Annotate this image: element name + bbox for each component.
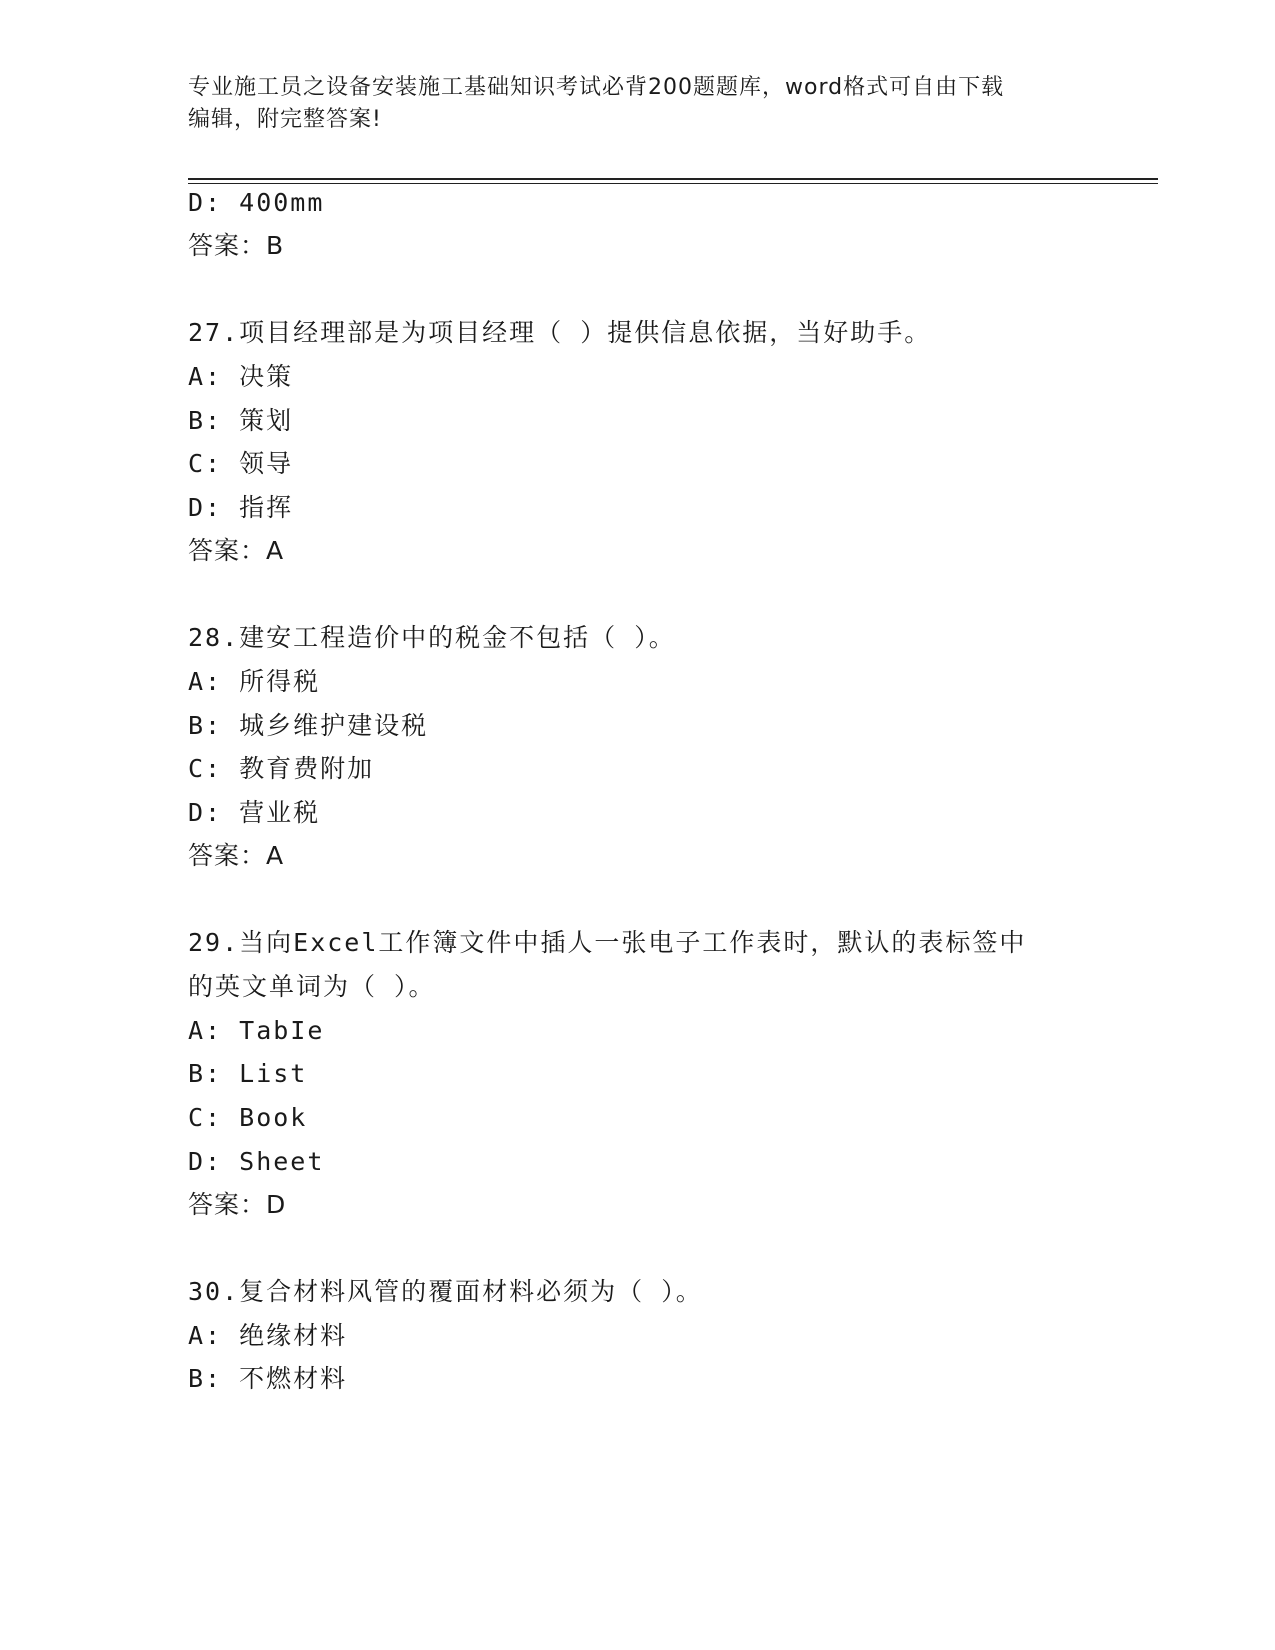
question-28-option-d: D: 营业税 xyxy=(188,798,321,827)
question-29-option-d: D: Sheet xyxy=(188,1147,325,1176)
question-27-option-a: A: 决策 xyxy=(188,362,294,391)
header-divider-thin xyxy=(188,183,1158,184)
question-29-stem-line-2: 的英文单词为（ ）。 xyxy=(188,972,436,1001)
question-28-option-c: C: 教育费附加 xyxy=(188,754,375,783)
question-27-stem: 27.项目经理部是为项目经理（ ）提供信息依据，当好助手。 xyxy=(188,318,932,347)
question-28-option-a: A: 所得税 xyxy=(188,667,321,696)
header-line-2: 编辑，附完整答案! xyxy=(188,107,382,132)
question-29-answer: 答案：D xyxy=(188,1190,287,1219)
question-28-stem: 28.建安工程造价中的税金不包括（ ）。 xyxy=(188,623,676,652)
question-30-option-a: A: 绝缘材料 xyxy=(188,1321,348,1350)
question-28-option-b: B: 城乡维护建设税 xyxy=(188,711,429,740)
question-29-option-b: B: List xyxy=(188,1059,308,1088)
question-30-stem: 30.复合材料风管的覆面材料必须为（ ）。 xyxy=(188,1277,703,1306)
question-30-option-b: B: 不燃材料 xyxy=(188,1364,348,1393)
question-28-answer: 答案：A xyxy=(188,841,285,870)
question-29-option-c: C: Book xyxy=(188,1103,308,1132)
header-divider-thick xyxy=(188,178,1158,180)
header-line-1: 专业施工员之设备安装施工基础知识考试必背200题题库，word格式可自由下载 xyxy=(188,75,1005,100)
prev-option-d: D: 400mm xyxy=(188,188,325,217)
question-27-option-b: B: 策划 xyxy=(188,406,294,435)
question-27-answer: 答案：A xyxy=(188,536,285,565)
question-27-option-d: D: 指挥 xyxy=(188,493,294,522)
document-header xyxy=(188,72,1088,136)
question-27-option-c: C: 领导 xyxy=(188,449,294,478)
prev-answer: 答案：B xyxy=(188,231,285,260)
question-29-stem-line-1: 29.当向Excel工作簿文件中插人一张电子工作表时，默认的表标签中 xyxy=(188,928,1027,957)
question-29-option-a: A: TabIe xyxy=(188,1016,325,1045)
